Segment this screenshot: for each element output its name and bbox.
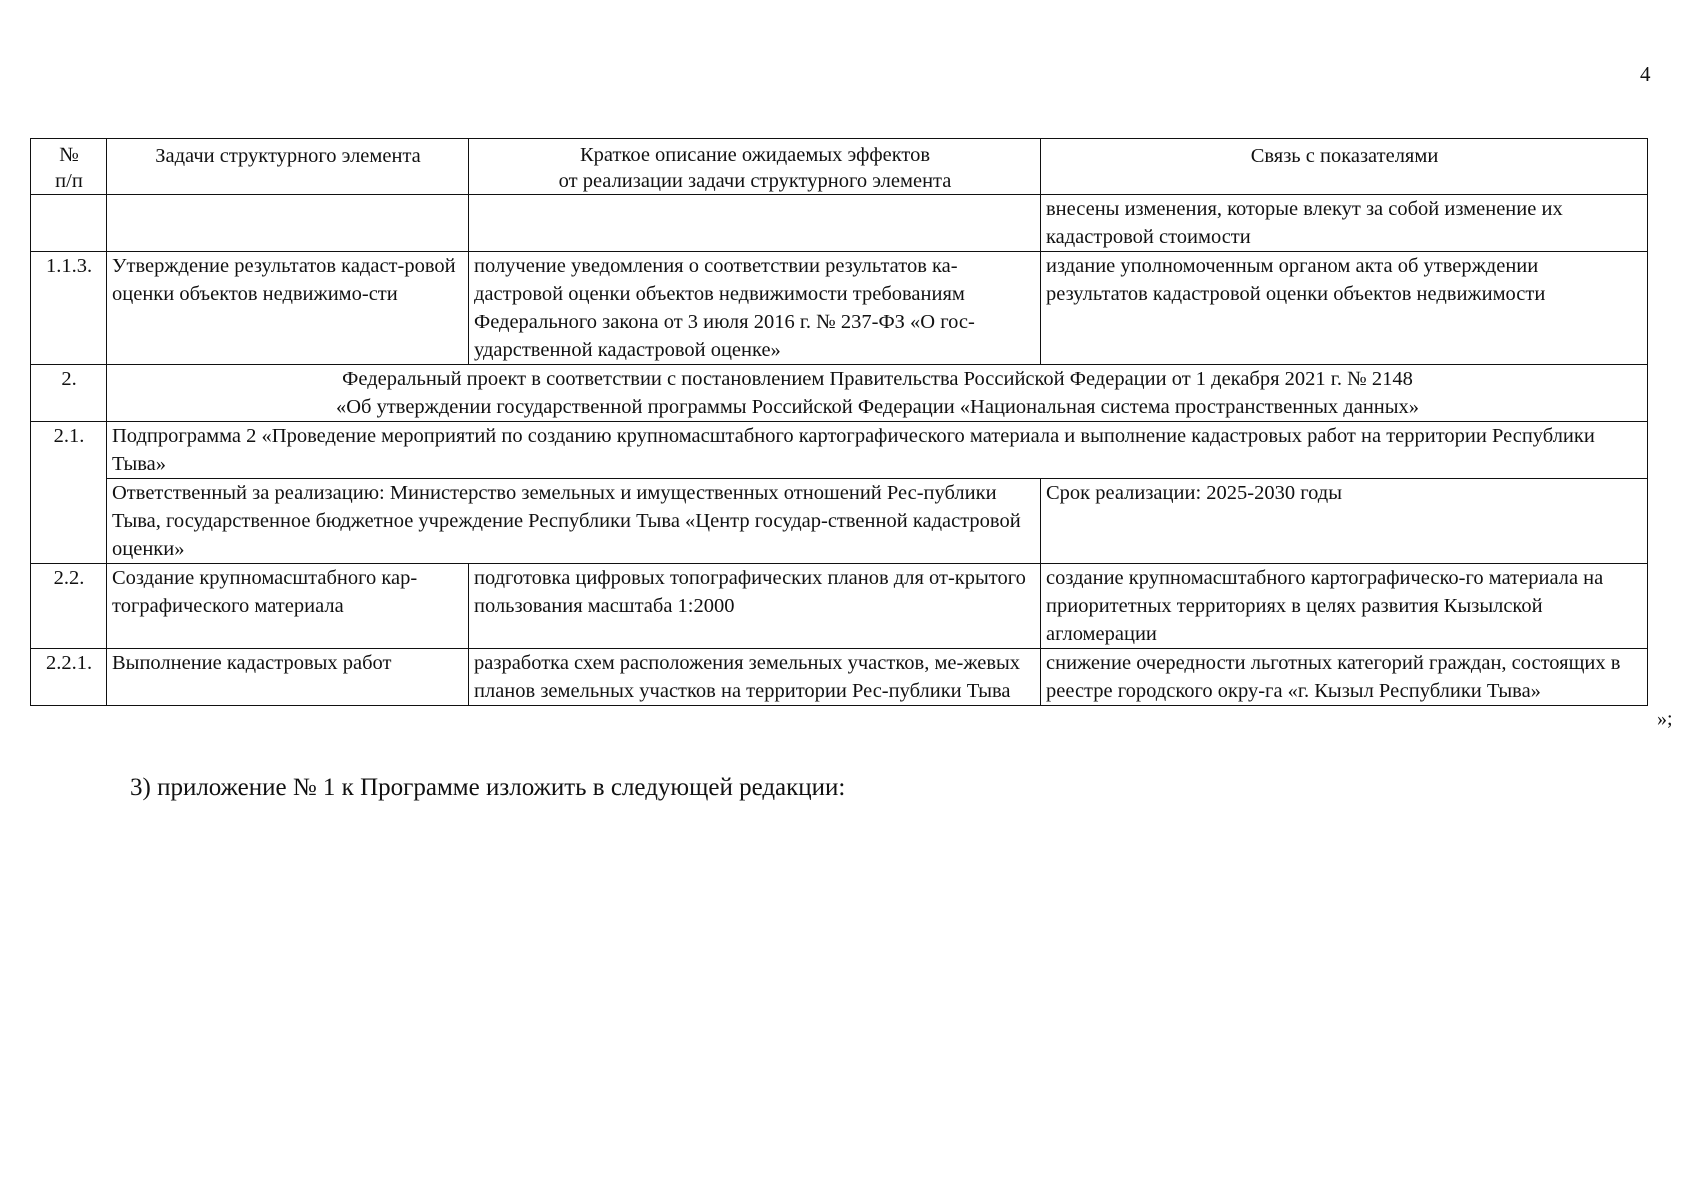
row-effect: получение уведомления о соответствии результатов ка-дастровой оценки объектов недвижимости требованиям Федерального закона от 3 июля 2016 г. № 237-ФЗ «О гос-ударственной кадастровой оценке» [469, 252, 1041, 365]
row-indicator: снижение очередности льготных категорий граждан, состоящих в реестре городского окру-га «г. Кызыл Республики Тыва» [1041, 649, 1648, 706]
amendment-text: 3) приложение № 1 к Программе изложить в следующей редакции: [130, 774, 846, 801]
closing-quote-mark: »; [1657, 708, 1673, 730]
table-row [31, 195, 1648, 252]
row-num: 1.1.3. [31, 252, 107, 365]
table-row [31, 564, 1648, 649]
row-indicator: издание уполномоченным органом акта об утверждении результатов кадастровой оценки объектов недвижимости [1041, 252, 1648, 365]
page-number: 4 [1640, 62, 1651, 86]
term-text: Срок реализации: 2025-2030 годы [1041, 479, 1648, 564]
section-title: Федеральный проект в соответствии с постановлением Правительства Российской Федерации от 1 декабря 2021 г. № 2148 «Об утверждении государственной программы Российской Федерации «Национальная система пространственных данных» [107, 365, 1648, 422]
row-num: 2.2. [31, 564, 107, 649]
section-num: 2. [31, 365, 107, 422]
row-num: 2.2.1. [31, 649, 107, 706]
section-row-2-1 [31, 422, 1648, 479]
header-effects: Краткое описание ожидаемых эффектов от реализации задачи структурного элемента [469, 139, 1041, 195]
header-indicators: Связь с показателями [1041, 139, 1648, 195]
row-task: Утверждение результатов кадаст-ровой оценки объектов недвижимо-сти [107, 252, 469, 365]
table-row [31, 649, 1648, 706]
tasks-table [30, 138, 1648, 706]
row-task: Выполнение кадастровых работ [107, 649, 469, 706]
responsible-text: Ответственный за реализацию: Министерство земельных и имущественных отношений Рес-публики Тыва, государственное бюджетное учреждение Республики Тыва «Центр государ-ственной кадастровой оценки» [107, 479, 1041, 564]
section-row-2 [31, 365, 1648, 422]
header-num: № п/п [31, 139, 107, 195]
header-tasks: Задачи структурного элемента [107, 139, 469, 195]
table-row [31, 252, 1648, 365]
row-num [31, 195, 107, 252]
row-effect: подготовка цифровых топографических планов для от-крытого пользования масштаба 1:2000 [469, 564, 1041, 649]
row-effect: разработка схем расположения земельных участков, ме-жевых планов земельных участков на территории Рес-публики Тыва [469, 649, 1041, 706]
section-num: 2.1. [31, 422, 107, 564]
section-title: Подпрограмма 2 «Проведение мероприятий по созданию крупномасштабного картографического материала и выполнение кадастровых работ на территории Республики Тыва» [107, 422, 1648, 479]
row-indicator: внесены изменения, которые влекут за собой изменение их кадастровой стоимости [1041, 195, 1648, 252]
table-header-row [31, 139, 1648, 195]
row-task: Создание крупномасштабного кар-тографического материала [107, 564, 469, 649]
row-effect [469, 195, 1041, 252]
row-indicator: создание крупномасштабного картографическо-го материала на приоритетных территориях в целях развития Кызылской агломерации [1041, 564, 1648, 649]
row-task [107, 195, 469, 252]
responsible-row [31, 479, 1648, 564]
